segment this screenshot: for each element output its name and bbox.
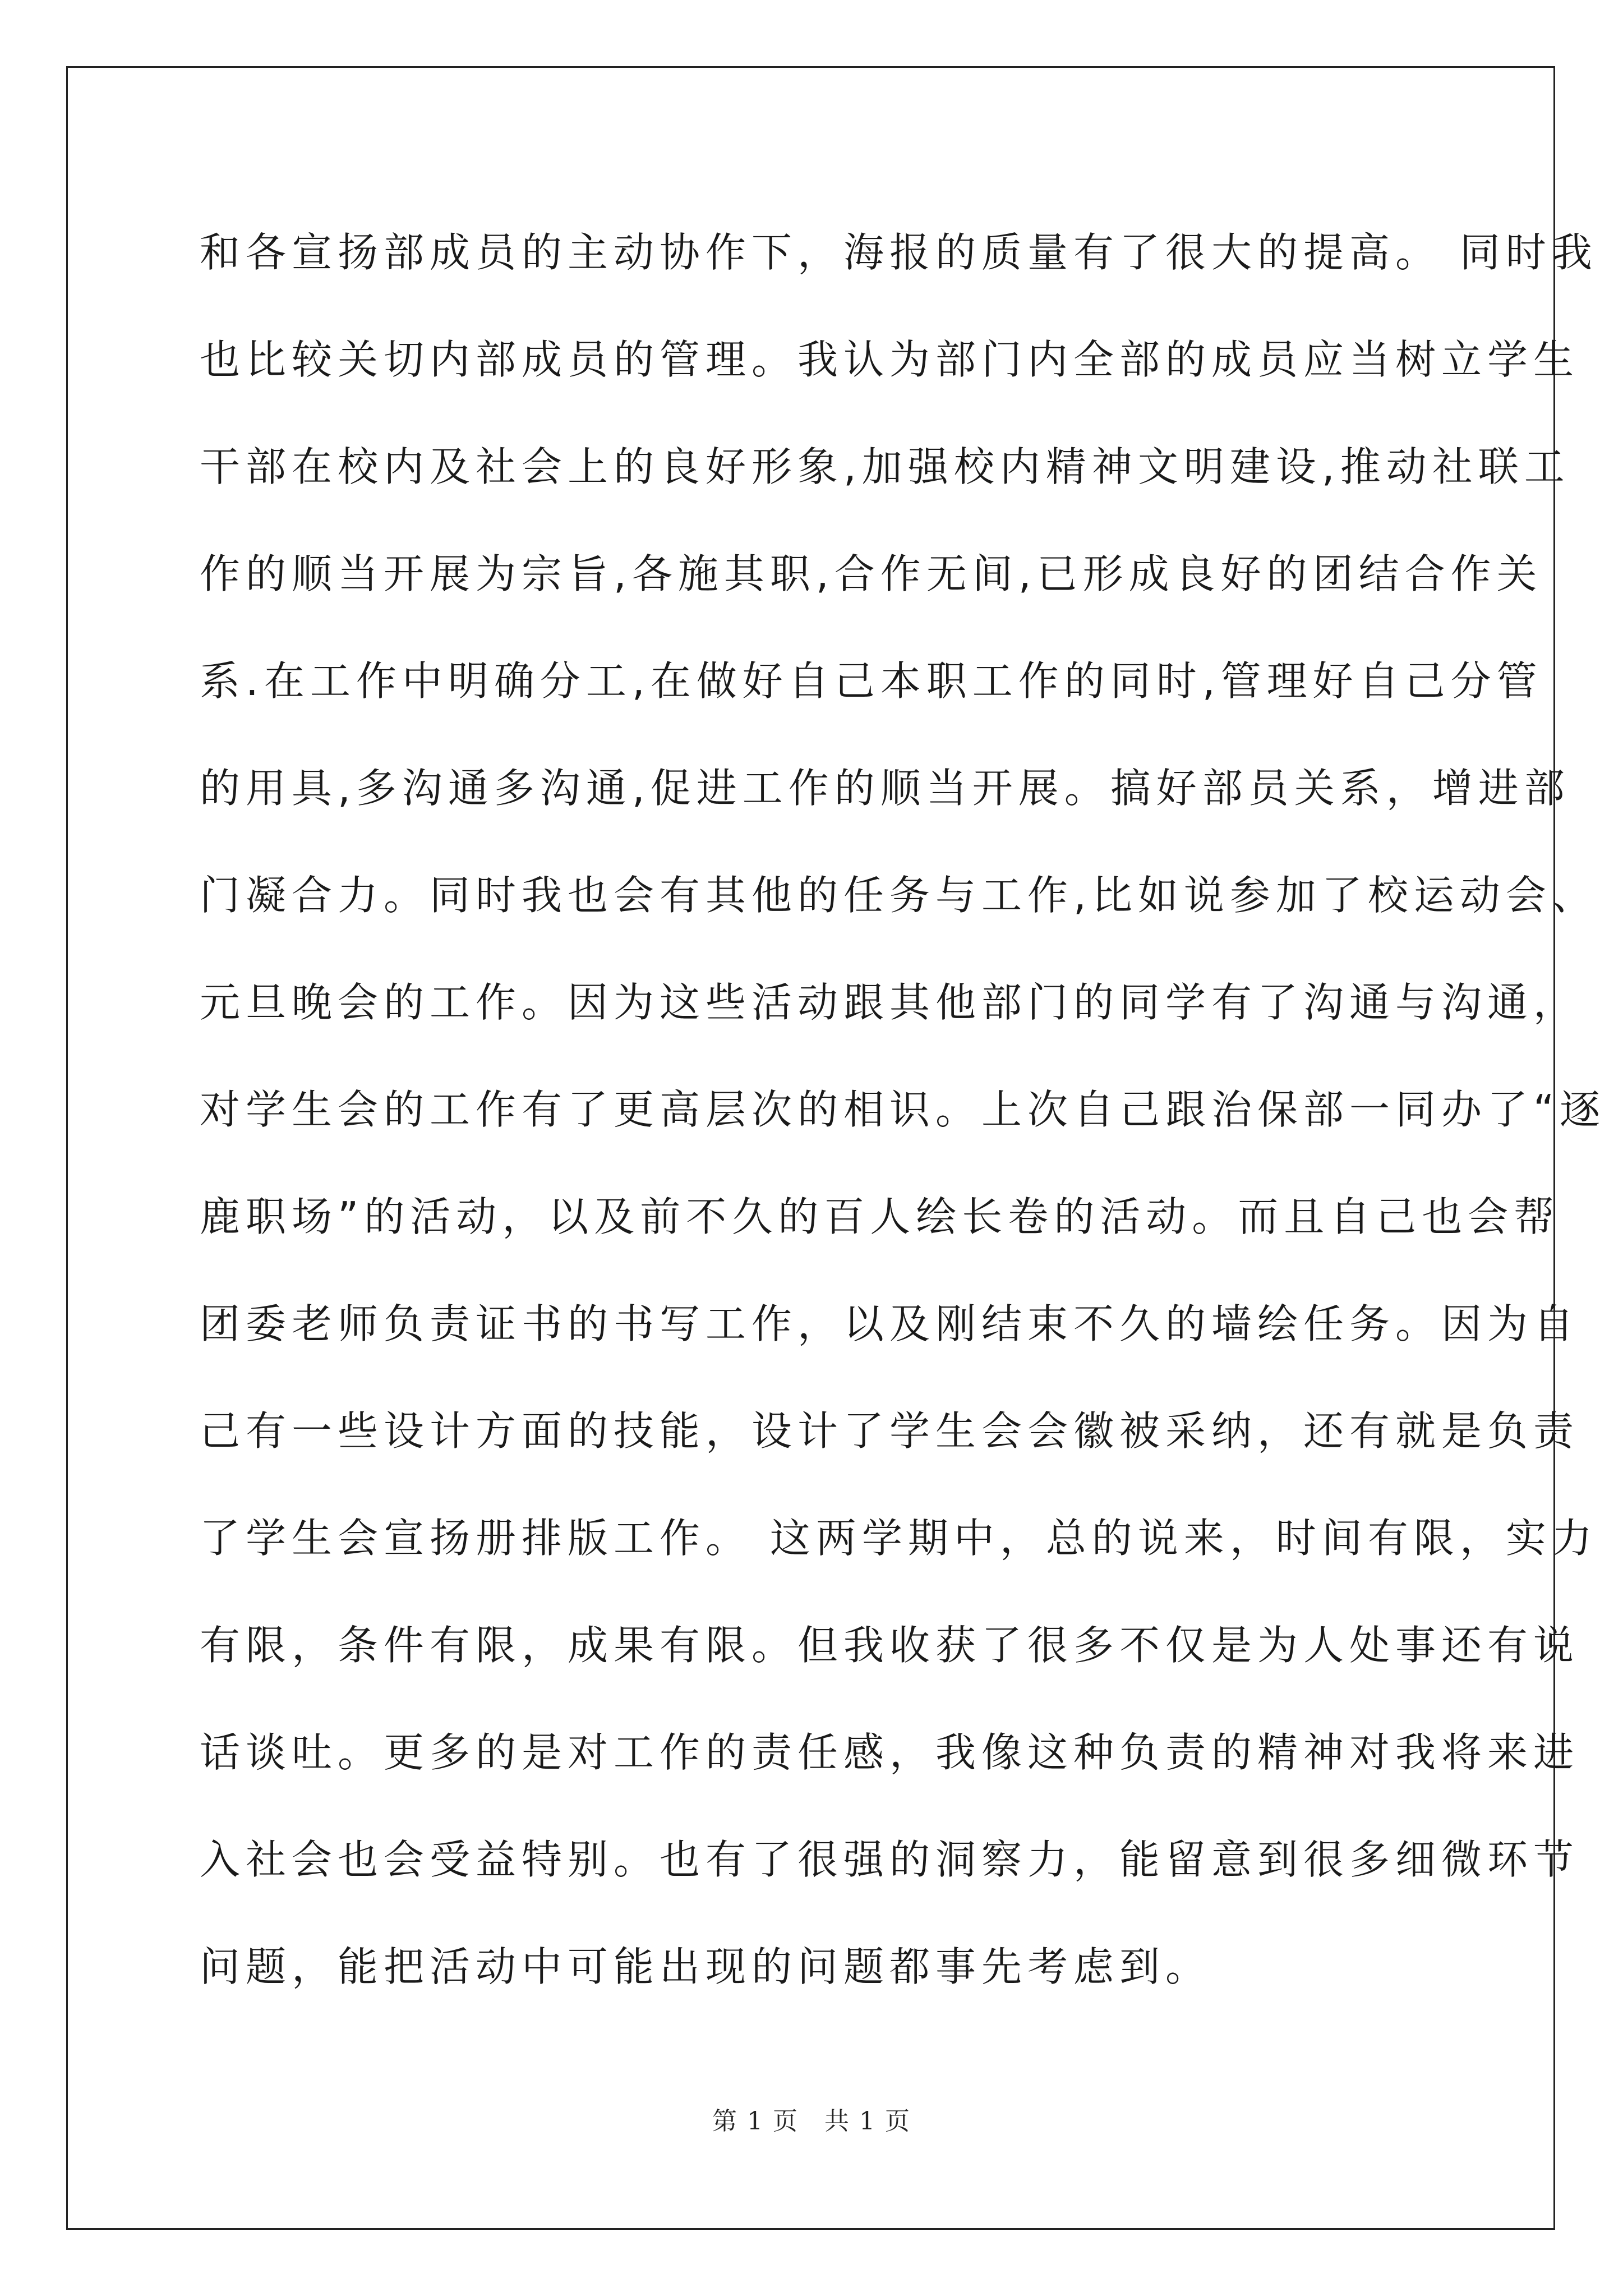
text-line: 了学生会宣扬册排版工作。 这两学期中，总的说来，时间有限，实力: [200, 1515, 1598, 1562]
text-line: 和各宣扬部成员的主动协作下，海报的质量有了很大的提高。 同时我: [200, 229, 1598, 276]
document-body: [200, 199, 1606, 2021]
text-line: 也比较关切内部成员的管理。我认为部门内全部的成员应当树立学生: [200, 336, 1580, 383]
text-line: 入社会也会受益特别。也有了很强的洞察力，能留意到很多细微环节: [200, 1836, 1580, 1883]
text-line: 作的顺当开展为宗旨,各施其职,合作无间,已形成良好的团结合作关: [200, 550, 1543, 597]
text-line: 元旦晚会的工作。因为这些活动跟其他部门的同学有了沟通与沟通，: [200, 979, 1580, 1026]
text-line: 鹿职场”的活动，以及前不久的百人绘长卷的活动。而且自己也会帮: [200, 1193, 1560, 1240]
text-line: 干部在校内及社会上的良好形象,加强校内精神文明建设,推动社联工: [200, 443, 1570, 490]
text-line: 话谈吐。更多的是对工作的责任感，我像这种负责的精神对我将来进: [200, 1729, 1580, 1776]
text-line: 门凝合力。同时我也会有其他的任务与工作,比如说参加了校运动会、: [200, 872, 1598, 919]
text-line: 的用具,多沟通多沟通,促进工作的顺当开展。搞好部员关系，增进部: [200, 765, 1570, 812]
text-line: 团委老师负责证书的书写工作，以及刚结束不久的墙绘任务。因为自: [200, 1300, 1580, 1347]
text-line: 系.在工作中明确分工,在做好自己本职工作的同时,管理好自己分管: [200, 657, 1543, 705]
page-number-footer: 第 1 页 共 1 页: [712, 2107, 911, 2136]
text-line: 有限，条件有限，成果有限。但我收获了很多不仅是为人处事还有说: [200, 1622, 1580, 1669]
text-line: 对学生会的工作有了更高层次的相识。上次自己跟治保部一同办了“逐: [200, 1086, 1606, 1133]
text-line: 问题，能把活动中可能出现的问题都事先考虑到。: [200, 1943, 1212, 1990]
text-line: 己有一些设计方面的技能，设计了学生会会徽被采纳，还有就是负责: [200, 1407, 1580, 1455]
